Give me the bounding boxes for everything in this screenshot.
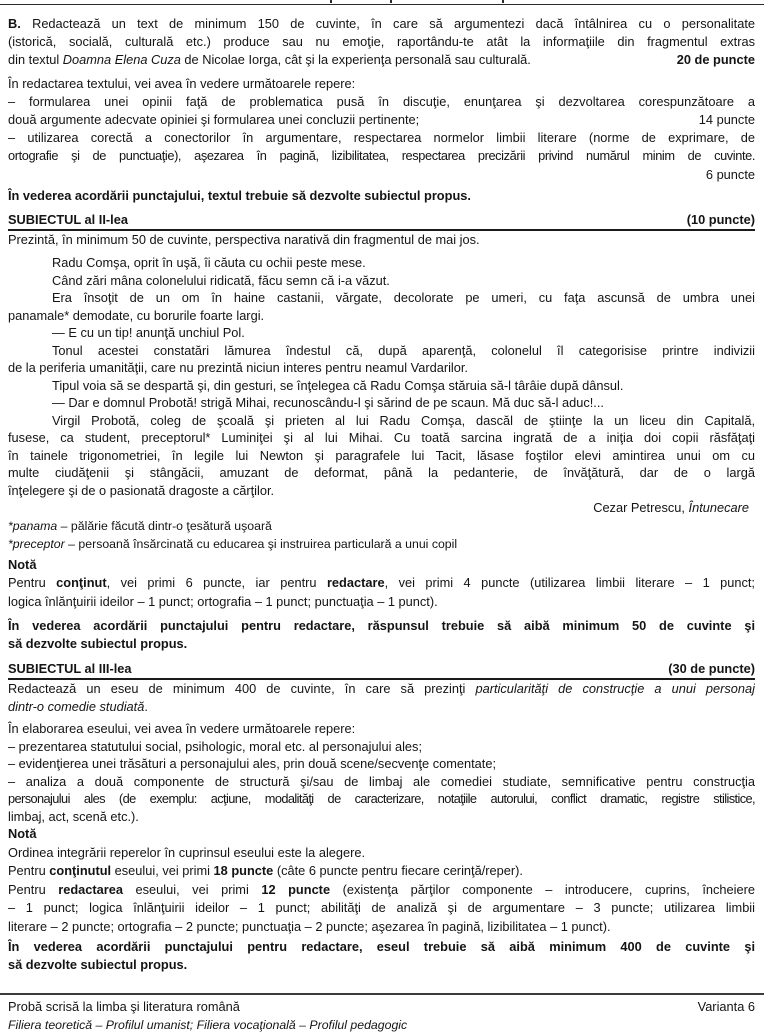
footer-exam-name: Probă scrisă la limba şi literatura română xyxy=(8,999,240,1014)
quote-line: Radu Comşa, oprit în uşă, îi căuta cu ochii peste mese. xyxy=(52,255,366,271)
footnote-preceptor: *preceptor – persoană însărcinată cu educarea şi instruirea particulară a unui copil xyxy=(8,536,458,551)
literary-quote xyxy=(8,254,755,499)
text-line: din textul Doamna Elena Cuza de Nicolae Iorga, cât şi la experienţa personală sau culturală. xyxy=(8,52,531,68)
subject3-title: SUBIECTUL al III-lea xyxy=(8,661,132,677)
guideline-item: – evidenţierea unei trăsături a personajului ales, prin două scene/secvenţe comentate; xyxy=(8,756,497,772)
guideline-item: limbaj, act, scenă etc.). xyxy=(8,808,139,824)
footer-variant: Varianta 6 xyxy=(697,999,755,1014)
note-title: Notă xyxy=(8,826,37,842)
subject3-task: Redactează un eseu de minimum 400 de cuvinte, în care să prezinţi particularităţi de construcţie a unui personaj xyxy=(8,681,755,697)
guideline-item: – analiza a două componente de structură şi/sau de limbaj ale comediei studiate, semnificative pentru construcţia xyxy=(8,773,755,789)
subject2-note xyxy=(8,556,755,611)
quote-line: — E cu un tip! anunţă unchiul Pol. xyxy=(52,325,245,341)
guidelines-intro: În elaborarea eseului, vei avea în vedere următoarele repere: xyxy=(8,720,356,736)
footnotes xyxy=(8,517,755,553)
note-line: Pentru redactarea eseului, vei primi 12 puncte (existenţa părţilor componente – introducere, cuprins, încheiere xyxy=(8,881,755,897)
subject3-task: dintr-o comedie studiată. xyxy=(8,699,148,715)
note-line: Ordinea integrării reperelor în cuprinsul eseului este la alegere. xyxy=(8,844,366,860)
guidelines-intro: În redactarea textului, vei avea în vedere următoarele repere: xyxy=(8,75,356,91)
text-line: să dezvolte subiectul propus. xyxy=(8,957,188,973)
subject3-score: (30 de puncte) xyxy=(668,661,755,677)
part-b-task xyxy=(8,15,755,70)
subject2-closing-note xyxy=(8,617,755,653)
table-column-tick xyxy=(330,0,332,3)
subject2-title: SUBIECTUL al II-lea xyxy=(8,211,128,227)
text-line: În vederea acordării punctajului pentru redactare, eseul trebuie să aibă minimum 400 de cuvinte şi xyxy=(8,939,755,955)
quote-line: panamale* demodate, cu borurile foarte largi. xyxy=(8,307,265,323)
note-line: Pentru conţinutul eseului, vei primi 18 puncte (câte 6 puncte pentru fiecare cerinţă/reper). xyxy=(8,863,523,879)
note-line: Pentru conţinut, vei primi 6 puncte, iar pentru redactare, vei primi 4 puncte (utilizarea limbii literare – 1 punct; xyxy=(8,575,755,591)
text-line: În vederea acordării punctajului pentru redactare, răspunsul trebuie să aibă minimum 50 de cuvinte şi xyxy=(8,617,755,633)
text-line: (istorică, socială, culturală etc.) produce sau nu emoţie, raportându-te atât la informaţiile din fragmentul extras xyxy=(8,34,755,50)
footer xyxy=(8,998,755,1016)
part-b-scoring-note xyxy=(8,187,755,205)
guideline-item: – formularea unei opinii faţă de problematica pusă în discuţie, enunţarea şi dezvoltarea corespunzătoare a xyxy=(8,93,755,109)
guideline-item: personajului ales (de exemplu: acţiune, modalităţi de caracterizare, notaţiile autorului, conflict dramatic, registre stilistice, xyxy=(8,791,755,807)
guideline-item: ortografie şi de punctuaţie), aşezarea în pagină, lizibilitatea, respectarea precizării privind numărul minim de cuvinte. xyxy=(8,148,755,164)
quote-line: Era însoţit de un om în haine castanii, vărgate, decolorate pe umeri, cu faţa ascunsă de umbra unei xyxy=(52,290,755,306)
quote-line: — Dar e domnul Probotă! strigă Mihai, recunoscându-l şi sărind de pe scaun. Mă duc să-l aduc!... xyxy=(52,395,604,411)
quote-line: fusese, ca student, preceptorul* Luminiţei şi al lui Mihai. Cu toată sarcina ingrată de a iniţia doi copii răsfăţaţi xyxy=(8,430,755,446)
quote-line: de la periferia umanităţii, care nu prezintă niciun interes pentru neamul Vardarilor. xyxy=(8,360,468,376)
quote-attribution: Cezar Petrescu, Întunecare xyxy=(593,500,749,516)
note-title: Notă xyxy=(8,557,37,573)
guideline-score: 14 puncte xyxy=(698,111,755,127)
quote-line: Tonul acestei constatări lămurea îndestul că, după aparenţă, colonelul îl categorisise printre indivizii xyxy=(52,342,755,358)
subject3-note xyxy=(8,825,755,936)
quote-line: înţelegere şi de o pasionată dragoste a cărţilor. xyxy=(8,482,275,498)
quote-line: Când zări mâna colonelului ridicată, făcu semn că i-a văzut. xyxy=(52,272,390,288)
subject3-guideline-list xyxy=(8,738,755,826)
text-line: două argumente adecvate opiniei şi formularea unei concluzii pertinente; xyxy=(8,111,420,127)
subject3-closing-note xyxy=(8,938,755,974)
text-line: B. Redactează un text de minimum 150 de cuvinte, în care să argumentezi dacă întâlnirea cu o personalitate xyxy=(8,16,755,31)
text-line: În vederea acordării punctajului, textul trebuie să dezvolte subiectul propus. xyxy=(8,187,471,203)
text-line xyxy=(8,51,755,69)
table-column-tick xyxy=(502,0,504,3)
quote-line: Virgil Probotă, coleg de şcoală şi prieten al lui Radu Comşa, dascăl de ştiinţe la un liceu din Capitală, xyxy=(52,412,755,428)
subject2-task: Prezintă, în minimum 50 de cuvinte, perspectiva narativă din fragmentul de mai jos. xyxy=(8,232,480,248)
table-column-tick xyxy=(390,0,392,3)
subject3-header xyxy=(8,660,755,680)
note-line: logica înlănţuirii ideilor – 1 punct; ortografia – 1 punct; punctuaţia – 1 punct). xyxy=(8,593,438,609)
part-b-guidelines xyxy=(8,75,755,184)
note-line: literare – 2 puncte; ortografia – 2 puncte; punctuaţia – 2 puncte; aşezarea în pagină, lizibilitatea – 1 punct). xyxy=(8,918,611,934)
text-line: să dezvolte subiectul propus. xyxy=(8,635,188,651)
note-line: – 1 punct; logica înlănţuirii ideilor – 1 punct; abilităţi de analiză şi de argumentare – 3 puncte; utilizarea limbii xyxy=(8,900,755,916)
quote-line: Tipul voia să se despartă şi, din gesturi, se înţelegea că Radu Comşa stăruia să-l târâie după dânsul. xyxy=(52,377,624,393)
note-lines xyxy=(8,844,755,937)
guideline-score: 6 puncte xyxy=(705,166,755,182)
subject2-header xyxy=(8,211,755,231)
guideline-item: – utilizarea corectă a conectorilor în argumentare, respectarea normelor limbii literare (norme de exprimare, de xyxy=(8,130,755,146)
footnote-panama: *panama – pălărie făcută dintr-o ţesătură uşoară xyxy=(8,518,272,533)
footer-rule xyxy=(0,993,764,995)
guideline-item: – prezentarea statutului social, psihologic, moral etc. al personajului ales; xyxy=(8,738,422,754)
table-bottom-remnant xyxy=(0,0,764,5)
footer-filiera-line: Filiera teoretică – Profilul umanist; Filiera vocaţională – Profilul pedagogic xyxy=(8,1018,408,1032)
quote-line: multe ciudăţenii şi stângăcii, amuzant de deformat, până la pedanterie, de învăţătură, dar de o largă xyxy=(8,465,755,481)
quote-line: în tainele trigonometriei, în legile lui Newton şi paragrafele lui Tacit, lăsase foştilor elevi amintirea unui om cu xyxy=(8,447,755,463)
part-b-score: 20 de puncte xyxy=(676,52,755,68)
guideline-item xyxy=(8,111,755,129)
subject2-score: (10 puncte) xyxy=(686,211,755,227)
subject3-guidelines xyxy=(8,720,755,738)
